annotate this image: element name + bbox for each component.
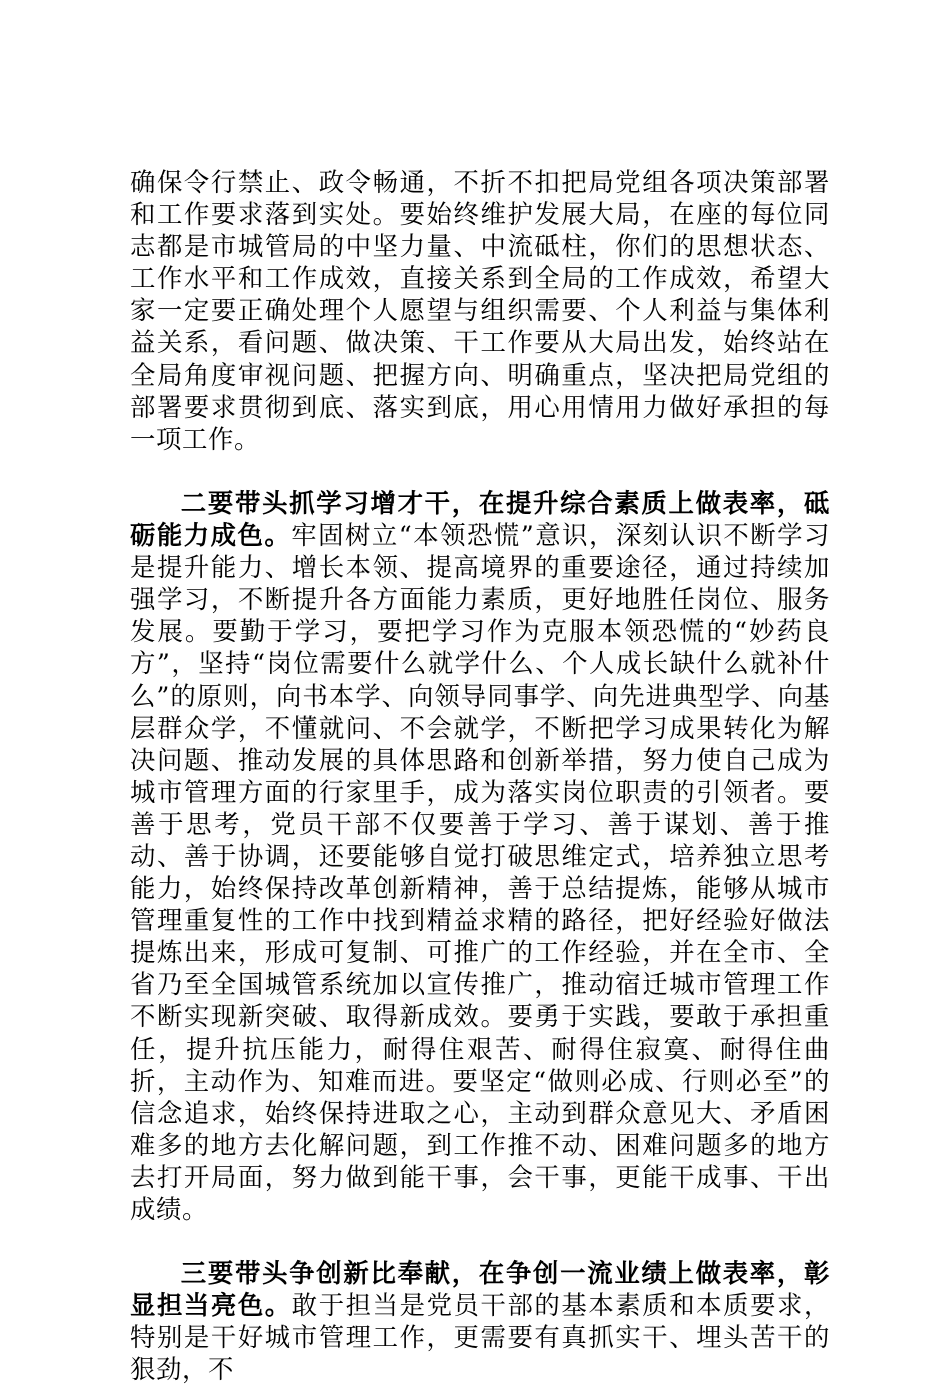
document-body [130,166,830,1386]
paragraph-3-heading: 三要带头争创新比奉献，在争创一流业绩上做表率，彰显担当亮色。 [130,1258,830,1321]
paragraph-2-body: 牢固树立“本领恐慌”意识，深刻认识不断学习是提升能力、增长本领、提高境界的重要途径，通过持续加强学习，不断提升各方面能力素质，更好地胜任岗位、服务发展。要勤于学习，要把学习作为克服本领恐慌的“妙药良方”，坚持“岗位需要什么就学什么、个人成长缺什么就补什么”的原则，向书本学、向领导同事学、向先进典型学、向基层群众学，不懂就问、不会就学，不断把学习成果转化为解决问题、推动发展的具体思路和创新举措，努力使自己成为城市管理方面的行家里手，成为落实岗位职责的引领者。要善于思考，党员干部不仅要善于学习、善于谋划、善于推动、善于协调，还要能够自觉打破思维定式，培养独立思考能力，始终保持改革创新精神，善于总结提炼，能够从城市管理重复性的工作中找到精益求精的路径，把好经验好做法提炼出来，形成可复制、可推广的工作经验，并在全市、全省乃至全国城管系统加以宣传推广，推动宿迁城市管理工作不断实现新突破、取得新成效。要勇于实践，要敢于承担重任，提升抗压能力，耐得住艰苦、耐得住寂寞、耐得住曲折，主动作为、知难而进。要坚定“做则必成、行则必至”的信念追求，始终保持进取之心，主动到群众意见大、矛盾困难多的地方去化解问题，到工作推不动、困难问题多的地方去打开局面，努力做到能干事，会干事，更能干成事、干出成绩。 [130,520,831,1224]
paragraph-2-heading: 二要带头抓学习增才干，在提升综合素质上做表率，砥砺能力成色。 [130,487,830,551]
paragraph-2 [130,487,830,1225]
paragraph-1-body: 确保令行禁止、政令畅通，不折不扣把局党组各项决策部署和工作要求落到实处。要始终维护发展大局，在座的每位同志都是市城管局的中坚力量、中流砥柱，你们的思想状态、工作水平和工作成效，直接关系到全局的工作成效，希望大家一定要正确处理个人愿望与组织需要、个人利益与集体利益关系，看问题、做决策、干工作要从大局出发，始终站在全局角度审视问题、把握方向、明确重点，坚决把局党组的部署要求贯彻到底、落实到底，用心用情用力做好承担的每一项工作。 [130,167,830,454]
paragraph-3 [130,1257,830,1385]
paragraph-1 [130,166,830,455]
paragraph-3-body: 敢于担当是党员干部的基本素质和本质要求，特别是干好城市管理工作，更需要有真抓实干、埋头苦干的狠劲，不 [130,1290,830,1385]
